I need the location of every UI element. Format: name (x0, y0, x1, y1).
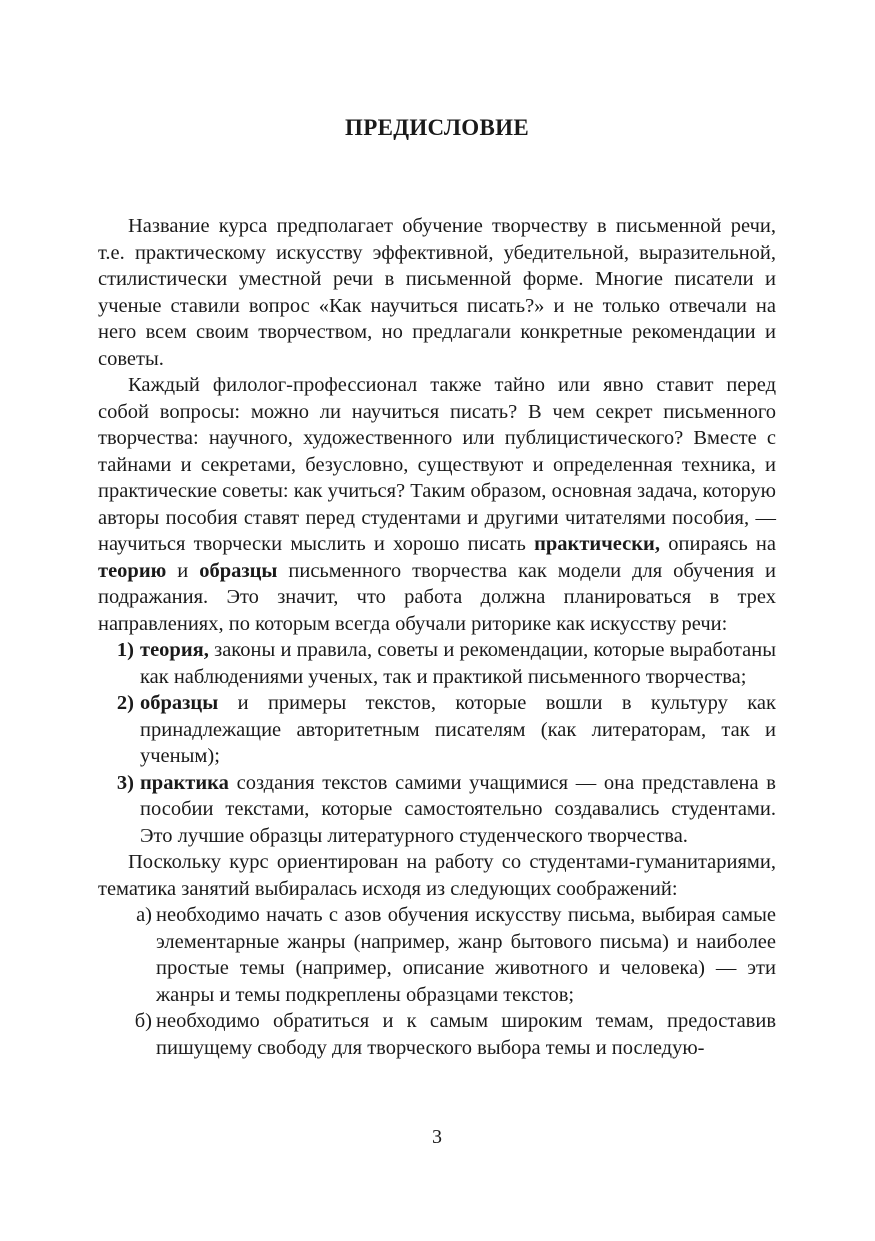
paragraph-text: письменного творчества как модели для обучения и подражания. Это значит, что работа должна планироваться в трех направлениях, по которым всегда обучали риторике как искусству речи: (98, 559, 776, 635)
list-item-term: образцы (140, 692, 219, 714)
list-item-term: теория, (140, 639, 209, 661)
paragraph-intro: Название курса предполагает обучение творчеству в письменной речи, т.е. практическому искусству эффективной, убедительной, выразительной, стилистически уместной речи в письменной форме. Многие писатели и ученые ставили вопрос «Как научиться писать?» и не только отвечали на него всем своим творчеством, но предлагали конкретные рекомендации и советы. (98, 215, 776, 370)
paragraph-text: опираясь на (660, 533, 776, 555)
list-marker: 1) (116, 639, 134, 661)
paragraph-text: и (166, 559, 200, 582)
list-item (98, 770, 776, 850)
bold-term-theory: теорию (98, 559, 167, 582)
list-item-text: законы и правила, советы и рекомендации, которые выработаны как наблюдениями ученых, так и практикой письменного творчества; (140, 639, 776, 688)
paragraph-course: Поскольку курс ориентирован на работу со студентами-гуманитариями, тематика занятий выбиралась исходя из следующих соображений: (98, 851, 776, 900)
list-item (98, 637, 776, 690)
list-item-text: создания текстов самими учащимися — она представлена в пособии текстами, которые самостоятельно создавались студентами. Это лучшие образцы литературного студенческого творчества. (140, 771, 776, 847)
list-marker: 3) (116, 771, 134, 794)
list-item-text: необходимо обратиться и к самым широким темам, предоставив пишущему свободу для творческого выбора темы и последую- (156, 1010, 776, 1059)
list-item-term: практика (140, 771, 229, 794)
list-item (98, 902, 776, 1008)
numbered-list (98, 637, 776, 849)
list-item-text: и примеры текстов, которые вошли в культуру как принадлежащие авторитетным писателям (как литераторам, так и ученым); (140, 692, 776, 767)
bold-term-practically: практически, (534, 533, 660, 555)
lettered-list (98, 902, 776, 1061)
list-marker: 2) (116, 692, 134, 714)
list-marker: а) (136, 904, 152, 926)
paragraph-text: Каждый филолог-профессионал также тайно или явно ставит перед собой вопросы: можно ли научиться писать? В чем секрет письменного творчества: научного, художественного или публицистического? Вместе с тайнами и секретами, безусловно, существуют и определенная техника, и практические советы: как учиться? Таким образом, основная задача, которую авторы пособия ставят перед студентами и другими читателями пособия, — научиться творчески мыслить и хорошо писать (98, 374, 776, 555)
paragraph-philologist (98, 372, 776, 637)
page-title: ПРЕДИСЛОВИЕ (345, 115, 529, 140)
list-marker: б) (134, 1010, 152, 1032)
page-body (98, 213, 776, 1061)
bold-term-samples: образцы (199, 559, 278, 582)
page-number: 3 (432, 1126, 442, 1148)
list-item (98, 690, 776, 770)
list-item-text: необходимо начать с азов обучения искусству письма, выбирая самые элементарные жанры (например, жанр бытового письма) и наиболее простые темы (например, описание животного и человека) — эти жанры и темы подкреплены образцами текстов; (156, 904, 776, 1006)
list-item (98, 1008, 776, 1061)
